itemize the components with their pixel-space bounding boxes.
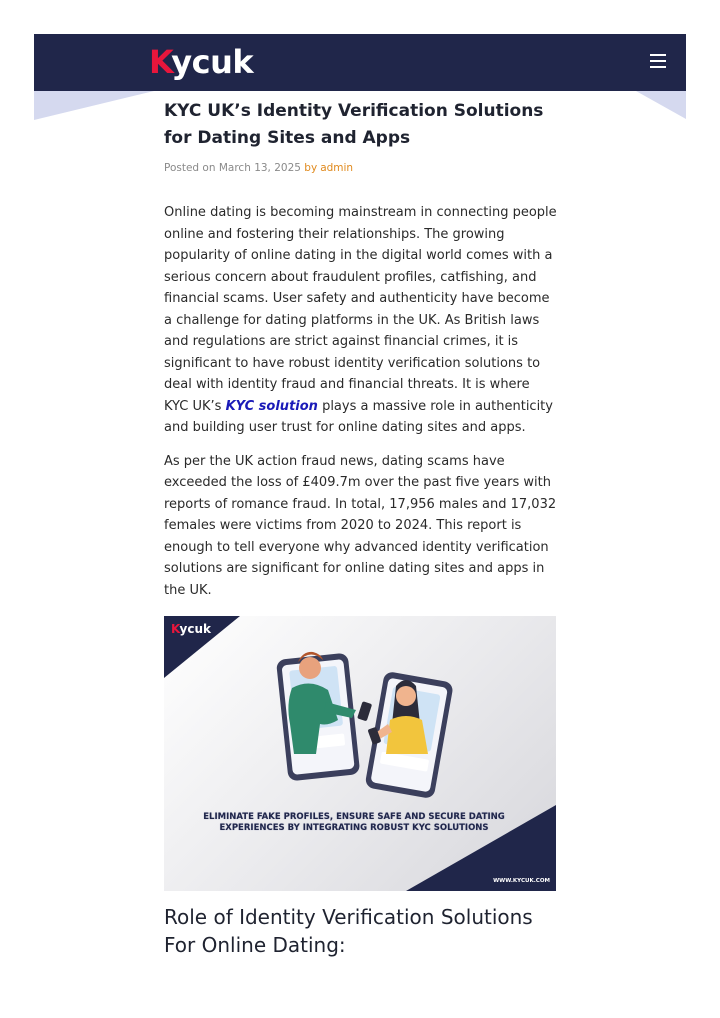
intro-text-after: plays a massive role in authenticity and building user trust for online dating sites and apps. — [164, 398, 553, 435]
top-navigation-bar — [34, 34, 686, 91]
hero-image — [164, 616, 556, 891]
logo-text: ycuk — [171, 43, 254, 81]
logo-k: K — [149, 43, 172, 81]
section-heading: Role of Identity Verification Solutions For Online Dating: — [164, 905, 533, 957]
decorative-wedge-left — [34, 91, 154, 120]
kyc-solution-link[interactable]: KYC solution — [225, 398, 318, 414]
post-meta — [164, 162, 558, 174]
post-title: KYC UK’s Identity Verification Solutions for Dating Sites and Apps — [164, 101, 544, 148]
hamburger-menu-icon[interactable] — [650, 54, 666, 68]
intro-paragraph — [164, 202, 558, 439]
article-content — [164, 98, 558, 601]
decorative-wedge-right — [636, 91, 686, 119]
post-author-link[interactable]: admin — [320, 162, 354, 174]
hero-caption-line2: EXPERIENCES BY INTEGRATING ROBUST KYC SOLUTIONS — [219, 823, 489, 833]
kycuk-logo[interactable] — [149, 42, 253, 82]
hero-caption-line1: ELIMINATE FAKE PROFILES, ENSURE SAFE AND SECURE DATING — [203, 812, 505, 822]
hero-logo-text: ycuk — [179, 622, 211, 636]
hero-logo-k: K — [171, 622, 180, 636]
post-date: Posted on March 13, 2025 — [164, 162, 301, 174]
hero-url: WWW.KYCUK.COM — [493, 878, 550, 884]
post-by: by — [304, 162, 318, 174]
fraud-stats-paragraph: As per the UK action fraud news, dating scams have exceeded the loss of £409.7m over the past five years with reports of romance fraud. In total, 17,956 males and 17,032 females were victims from 2020 to 2024. This report is enough to tell everyone why advanced identity verification solutions are significant for online dating sites and apps in the UK. — [164, 453, 557, 598]
intro-text-before: Online dating is becoming mainstream in connecting people online and fostering their relationships. The growing popularity of online dating in the digital world comes with a serious concern about fraudulent profiles, catfishing, and financial scams. User safety and authenticity have become a challenge for dating platforms in the UK. As British laws and regulations are strict against financial crimes, it is significant to have robust identity verification solutions to deal with identity fraud and financial threats. It is where KYC UK’s — [164, 205, 557, 414]
